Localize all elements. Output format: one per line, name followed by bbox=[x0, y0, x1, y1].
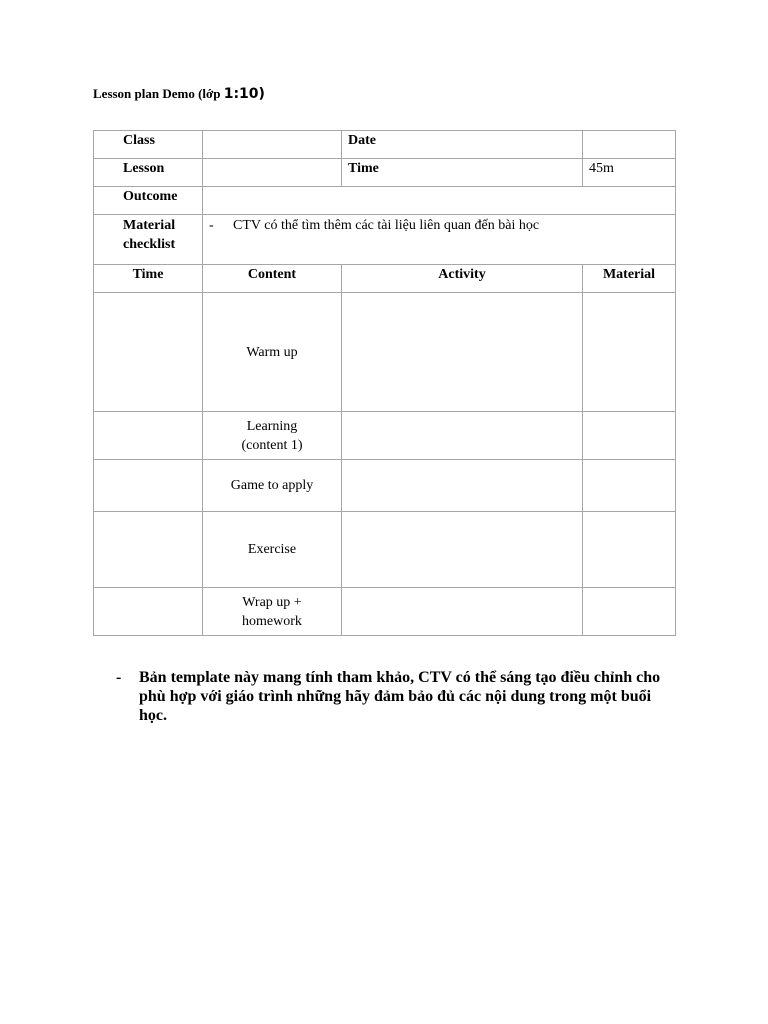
table-row bbox=[94, 460, 676, 512]
material-cell[interactable] bbox=[583, 460, 676, 512]
time-value[interactable]: 45m bbox=[583, 159, 676, 187]
activity-cell[interactable] bbox=[342, 460, 583, 512]
activity-cell[interactable] bbox=[342, 293, 583, 412]
table-row bbox=[94, 512, 676, 588]
outcome-value-cell[interactable] bbox=[203, 187, 676, 215]
content-text: Wrap up + bbox=[242, 594, 302, 610]
content-text: Game to apply bbox=[230, 478, 314, 493]
table-row bbox=[94, 293, 676, 412]
material-label-line-2: checklist bbox=[123, 237, 176, 252]
time-cell[interactable] bbox=[94, 588, 203, 636]
class-label: Class bbox=[94, 131, 203, 159]
note-text: Bản template này mang tính tham khảo, CTV có thể sáng tạo điều chỉnh cho phù hợp với giáo trình những hãy đảm bảo đủ các nội dung trong một buổi học. bbox=[139, 669, 661, 724]
material-checklist-value[interactable] bbox=[203, 215, 676, 265]
material-label-line-1: Material bbox=[123, 218, 176, 233]
material-cell[interactable] bbox=[583, 588, 676, 636]
col-header-activity: Activity bbox=[342, 265, 583, 293]
activity-cell[interactable] bbox=[342, 588, 583, 636]
material-checklist-label bbox=[94, 215, 203, 265]
table-row bbox=[94, 588, 676, 636]
material-dash: - bbox=[209, 218, 214, 233]
outcome-label: Outcome bbox=[94, 187, 203, 215]
row-material-checklist bbox=[94, 215, 676, 265]
time-cell[interactable] bbox=[94, 293, 203, 412]
material-checklist-text: CTV có thể tìm thêm các tài liệu liên quan đến bài học bbox=[233, 218, 540, 233]
col-header-content: Content bbox=[203, 265, 342, 293]
content-text-line-2: homework bbox=[242, 613, 302, 629]
material-cell[interactable] bbox=[583, 293, 676, 412]
time-cell[interactable] bbox=[94, 412, 203, 460]
lesson-value-cell[interactable] bbox=[203, 159, 342, 187]
activity-cell[interactable] bbox=[342, 512, 583, 588]
time-label: Time bbox=[342, 159, 583, 187]
content-cell bbox=[203, 460, 342, 512]
content-cell bbox=[203, 412, 342, 460]
title-number: 1:10) bbox=[223, 86, 265, 102]
material-cell[interactable] bbox=[583, 512, 676, 588]
time-cell[interactable] bbox=[94, 512, 203, 588]
content-text: Exercise bbox=[247, 542, 297, 557]
content-text: Warm up bbox=[246, 344, 298, 360]
material-cell[interactable] bbox=[583, 412, 676, 460]
document-title bbox=[93, 86, 265, 102]
row-column-headers bbox=[94, 265, 676, 293]
title-prefix: Lesson plan Demo (lớp bbox=[93, 86, 224, 101]
time-cell[interactable] bbox=[94, 460, 203, 512]
row-class-date bbox=[94, 131, 676, 159]
activity-cell[interactable] bbox=[342, 412, 583, 460]
content-cell bbox=[203, 293, 342, 412]
content-cell bbox=[203, 588, 342, 636]
row-outcome bbox=[94, 187, 676, 215]
content-cell bbox=[203, 512, 342, 588]
date-label: Date bbox=[342, 131, 583, 159]
note-dash: - bbox=[116, 669, 122, 686]
content-text-line-2: (content 1) bbox=[241, 437, 303, 453]
lesson-label: Lesson bbox=[94, 159, 203, 187]
col-header-time: Time bbox=[94, 265, 203, 293]
row-lesson-time bbox=[94, 159, 676, 187]
content-text: Learning bbox=[246, 418, 298, 434]
date-value-cell[interactable] bbox=[583, 131, 676, 159]
lesson-plan-table bbox=[93, 130, 676, 636]
template-note bbox=[116, 668, 676, 725]
table-row bbox=[94, 412, 676, 460]
col-header-material: Material bbox=[583, 265, 676, 293]
class-value-cell[interactable] bbox=[203, 131, 342, 159]
